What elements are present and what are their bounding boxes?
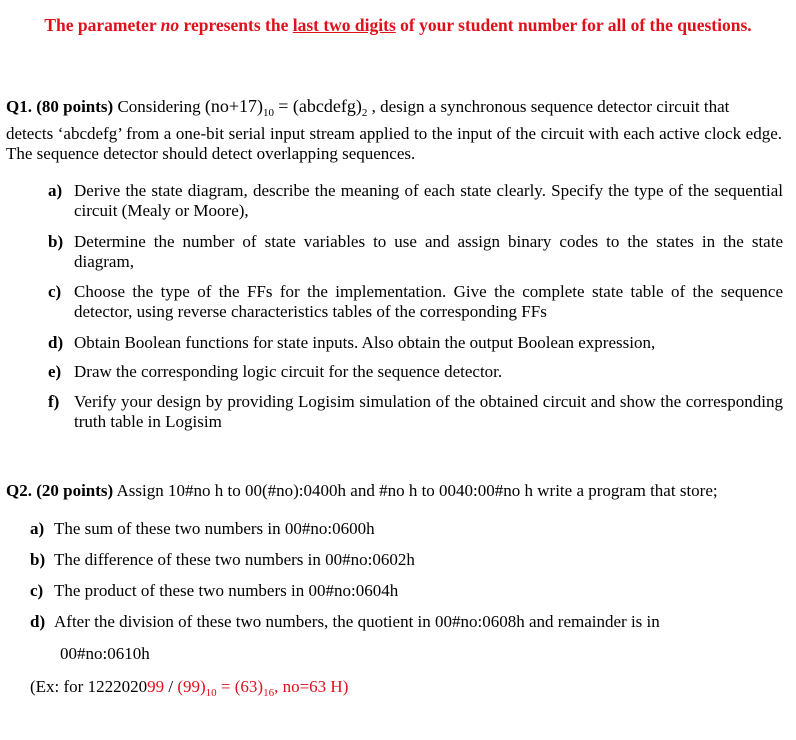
q1-eq-rhs-sub: 2 [361, 107, 368, 119]
q1-item-a [48, 181, 783, 223]
q1-item-e-label: e) [48, 362, 62, 381]
example-sub16: 16 [263, 687, 275, 699]
q1-eq-rhs-text: = (abcdefg) [278, 96, 362, 116]
example-post: , no=63 H) [274, 677, 349, 696]
header-post: of your student number for all of the questions. [395, 15, 752, 35]
example-red-99 [177, 677, 349, 699]
q2-item-a-text: The sum of these two numbers in 00#no:0600h [54, 519, 375, 538]
q1-item-b-label: b) [48, 232, 64, 251]
header-mid: represents the [179, 15, 293, 35]
q2-item-b-label: b) [30, 550, 46, 569]
q1-item-f-text: Verify your design by providing Logisim simulation of the obtained circuit and show the corresponding truth table in Logisim [74, 392, 783, 431]
example-sub10: 10 [205, 687, 217, 699]
q1-item-d-text: Obtain Boolean functions for state inputs. Also obtain the output Boolean expression, [74, 333, 656, 352]
q2-item-c [30, 581, 770, 601]
q2-example [30, 677, 770, 697]
q2-item-a-label: a) [30, 519, 45, 538]
q1-item-f [48, 392, 783, 434]
q1-item-c-label: c) [48, 282, 62, 301]
q2-item-b-text: The difference of these two numbers in 00#no:0602h [54, 550, 415, 569]
q2-item-c-label: c) [30, 581, 44, 600]
q1-item-c [48, 282, 783, 324]
example-red-99-text: (99) [177, 677, 206, 696]
q2-item-d-label: d) [30, 612, 46, 631]
example-eq: = (63) [216, 677, 264, 696]
q2-intro: Assign 10#no h to 00(#no):0400h and #no h to 0040:00#no h write a program that store; [113, 481, 718, 500]
q1-item-a-label: a) [48, 181, 63, 200]
q1-item-e [48, 362, 783, 384]
q1-item-b-text: Determine the number of state variables to use and assign binary codes to the states in the state diagram, [74, 232, 783, 271]
q1-title: Q1. (80 points) [6, 97, 114, 116]
q2-item-a [30, 519, 770, 539]
q1-item-b [48, 232, 783, 274]
q1-item-f-label: f) [48, 392, 60, 411]
q2-item-d [30, 612, 770, 632]
example-slash: / [164, 677, 178, 696]
example-red-digits: 99 [147, 677, 165, 696]
header-underlined: last two digits [292, 15, 396, 35]
q1-eq-lhs [204, 96, 274, 119]
q2-title: Q2. (20 points) [6, 481, 114, 500]
q1-line1-rest: , design a synchronous sequence detector circuit that [367, 97, 730, 116]
example-pre: (Ex: for 1222020 [30, 677, 148, 696]
q1-line1 [6, 96, 786, 117]
q1-item-d [48, 333, 783, 355]
q2-intro-line [6, 481, 786, 501]
q1-line2: detects ‘abcdefg’ from a one-bit serial input stream applied to the input of the circuit with each active clock edge. The sequence detector should detect overlapping sequences. [6, 124, 782, 163]
page-header [0, 15, 796, 36]
header-pre: The parameter [44, 15, 161, 35]
q1-eq-rhs [278, 96, 368, 119]
q1-eq-lhs-text: (no+17) [204, 96, 263, 116]
q1-item-d-label: d) [48, 333, 64, 352]
header-param: no [160, 15, 180, 35]
q1-item-c-text: Choose the type of the FFs for the implementation. Give the complete state table of the sequence detector, using reverse characteristics tables of the corresponding FFs [74, 282, 783, 321]
q1-item-e-text: Draw the corresponding logic circuit for the sequence detector. [74, 362, 503, 381]
q1-considering: Considering [113, 97, 205, 116]
q2-item-d-text: After the division of these two numbers, the quotient in 00#no:0608h and remainder is in [54, 612, 660, 631]
q1-item-a-text: Derive the state diagram, describe the meaning of each state clearly. Specify the type of the sequential circuit (Mealy or Moore), [74, 181, 783, 220]
q2-item-d-continuation: 00#no:0610h [60, 644, 150, 663]
q2-item-c-text: The product of these two numbers in 00#no:0604h [54, 581, 399, 600]
q2-item-b [30, 550, 770, 570]
q1-eq-lhs-sub: 10 [262, 107, 274, 119]
